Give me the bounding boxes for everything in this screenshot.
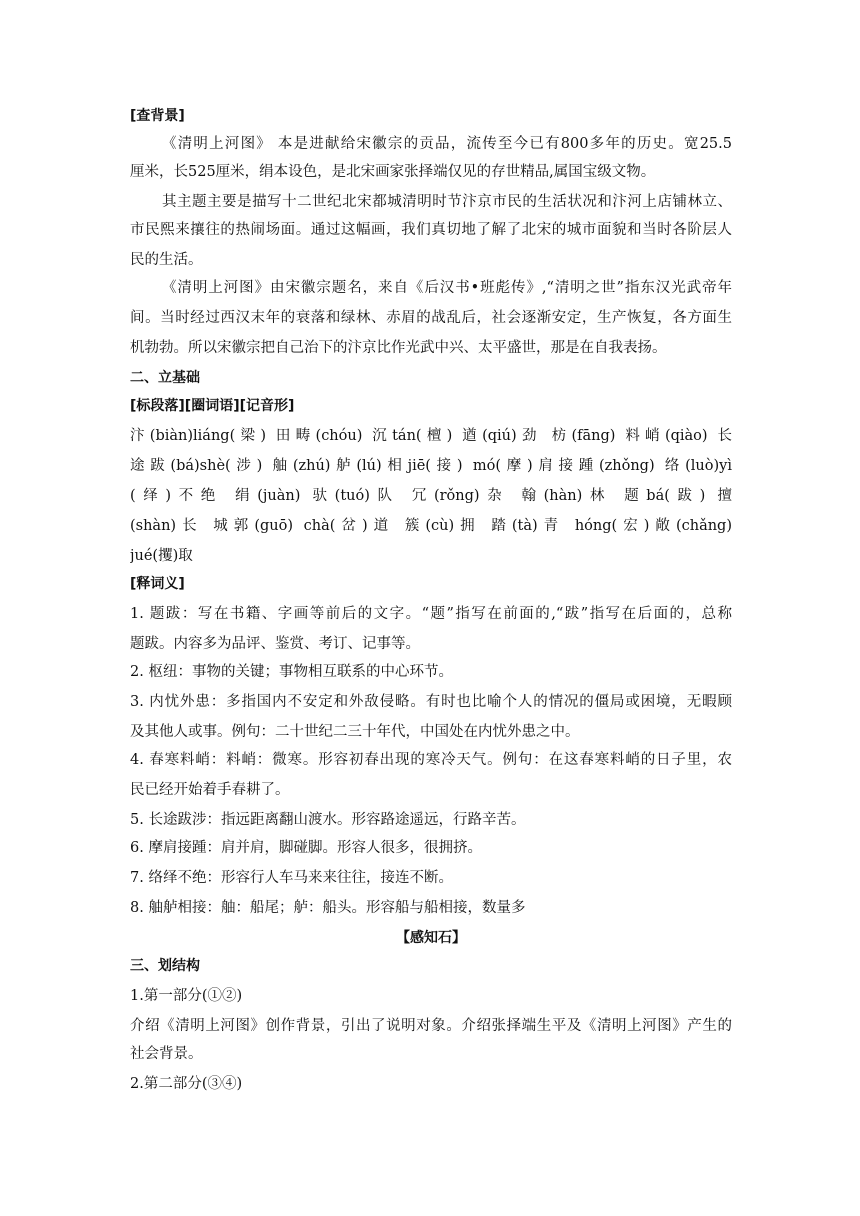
structure-line: 2.第二部分(③④)	[130, 1076, 243, 1092]
definition-line: 2. 枢纽：事物的关键；事物相互联系的中心环节。	[130, 664, 453, 680]
definition-line: 题跋。内容多为品评、鉴赏、考订、记事等。	[130, 636, 420, 652]
paragraph-line: 《清明上河图》由宋徽宗题名，来自《后汉书•班彪传》,“清明之世”指东汉光武帝年	[162, 280, 732, 296]
paragraph-line: 间。当时经过西汉末年的衰落和绿林、赤眉的战乱后，社会逐渐安定，生产恢复，各方面生	[130, 310, 732, 326]
definition-line: 5. 长途跋涉：指远距离翻山渡水。形容路途遥远，行路辛苦。	[130, 812, 526, 828]
paragraph-line: 机勃勃。所以宋徽宗把自己治下的汴京比作光武中兴、太平盛世，那是在自我表扬。	[130, 340, 667, 356]
structure-line: 社会背景。	[130, 1046, 203, 1062]
paragraph-line: 市民熙来攘往的热闹场面。通过这幅画，我们真切地了解了北宋的城市面貌和当时各阶层人	[130, 222, 732, 238]
structure-line: 1.第一部分(①②)	[130, 988, 243, 1004]
definition-line: 8. 舳舻相接：舳：船尾；舻：船头。形容船与船相接，数量多	[130, 900, 526, 916]
heading-section-two: 二、立基础	[130, 370, 200, 386]
pinyin-line: jué(攫)取	[130, 548, 193, 564]
definition-line: 6. 摩肩接踵：肩并肩，脚碰脚。形容人很多，很拥挤。	[130, 840, 482, 856]
center-heading: 【感知石】	[396, 930, 466, 946]
pinyin-line: (绎)不绝 绢(juàn) 驮(tuó)队 冗(rǒng)杂 翰(hàn)林 题bá(跋) 擅	[130, 488, 732, 504]
structure-line: 介绍《清明上河图》创作背景，引出了说明对象。介绍张择端生平及《清明上河图》产生的	[130, 1018, 732, 1034]
paragraph-line: 《清明上河图》 本是进献给宋徽宗的贡品，流传至今已有800多年的历史。宽25.5	[162, 136, 732, 152]
definition-line: 及其他人或事。例句：二十世纪二三十年代，中国处在内忧外患之中。	[130, 724, 580, 740]
definition-line: 3. 内忧外患：多指国内不安定和外敌侵略。有时也比喻个人的情况的僵局或困境，无暇顾	[130, 694, 732, 710]
definition-line: 1. 题跋：写在书籍、字画等前后的文字。“题”指写在前面的,“跋”指写在后面的，总称	[130, 606, 732, 622]
pinyin-line: (shàn)长 城郭(guō) chà(岔)道 簇(cù)拥 踏(tà)青 hóng(宏)敞(chǎng)	[130, 518, 732, 534]
heading-meanings: [释词义]	[130, 576, 185, 592]
heading-background: [查背景]	[130, 108, 185, 124]
paragraph-line: 民的生活。	[130, 252, 203, 268]
heading-section-three: 三、划结构	[130, 958, 200, 974]
definition-line: 7. 络绎不绝：形容行人车马来来往往，接连不断。	[130, 870, 453, 886]
paragraph-line: 其主题主要是描写十二世纪北宋都城清明时节汴京市民的生活状况和汴河上店铺林立、	[162, 194, 732, 210]
definition-line: 4. 春寒料峭：料峭：微寒。形容初春出现的寒冷天气。例句：在这春寒料峭的日子里，农	[130, 752, 732, 768]
definition-line: 民已经开始着手春耕了。	[130, 782, 290, 798]
pinyin-line: 汴(biàn)liáng(梁) 田畴(chóu) 沉tán(檀) 遒(qiú)劲 枋(fāng) 料峭(qiào) 长	[130, 428, 732, 444]
paragraph-line: 厘米，长525厘米，绢本设色，是北宋画家张择端仅见的存世精品,属国宝级文物。	[130, 164, 656, 180]
subheading-marks: [标段落][圈词语][记音形]	[130, 398, 295, 414]
pinyin-line: 途跋(bá)shè(涉) 舳(zhú)舻(lú)相jiē(接) mó(摩)肩接踵(zhǒng) 络(luò)yì	[130, 458, 732, 474]
